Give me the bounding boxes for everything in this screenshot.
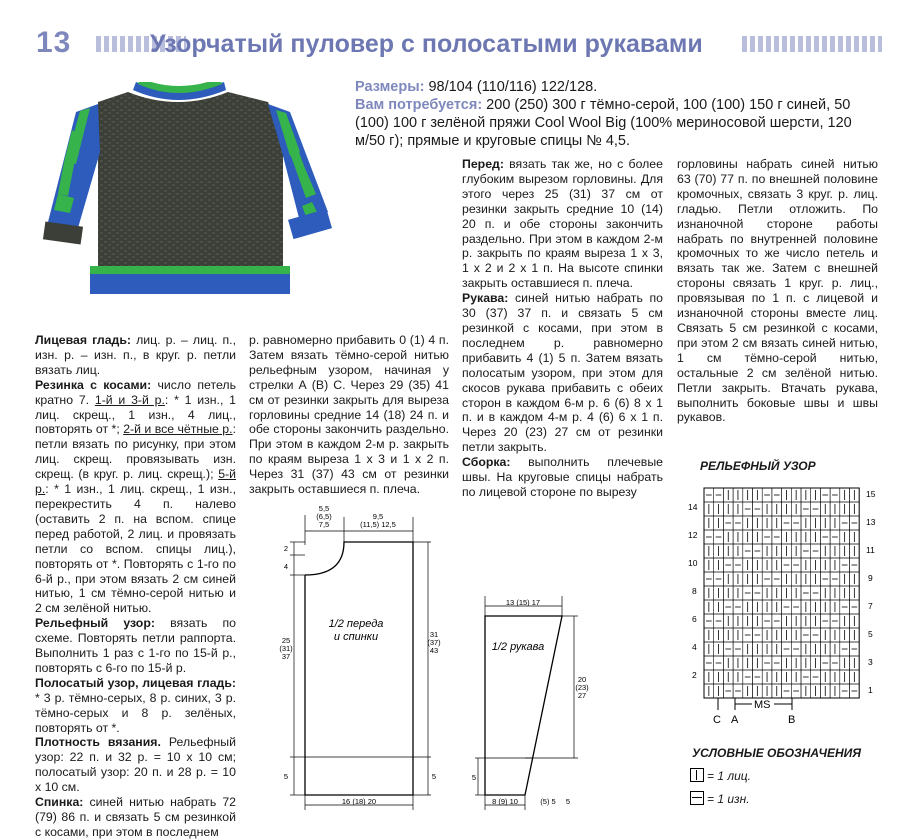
sleeve-right-h-3: 27 [577,691,587,700]
column-1 [35,333,236,840]
materials-label: Вам потребуется: [355,97,483,113]
row-label-2: 2 [692,670,697,680]
sleeve-right-h-2: (23) [575,683,589,692]
assembly-label: Сборка: [462,455,511,470]
back-text: синей нитью набрать 72 (79) 86 п. и связать 5 см резинкой с косами, при этом в последнем [35,795,236,839]
body-schematic [276,505,446,817]
body-left-h-1: 25 [281,636,291,645]
even-rows-label: 2-й и все чётные р. [123,422,233,437]
row-label-4: 4 [692,642,697,652]
gauge-text: Рельефный узор: 22 п. и 32 р. = 10 х 10 см; полосатый узор: 20 п. и 28 р. = 10 х 10 см. [35,735,236,795]
row-label-5: 5 [868,629,873,639]
row-label-14: 14 [688,502,698,512]
row-label-8: 8 [692,586,697,596]
body-rib-right: 5 [431,772,437,781]
body-neck-2: 2 [283,544,289,553]
row-label-9: 9 [868,573,873,583]
relief-pattern-text: вязать по схеме. Повторять петли раппорта. Выполнить 1 раз с 1-го по 15-й р., повторять с 6-го по 15-й р. [35,616,236,675]
chart-title: РЕЛЬЕФНЫЙ УЗОР [700,459,816,473]
row-label-13: 13 [866,517,876,527]
assembly-text-continued: горловины набрать синей нитью 63 (70) 77 п. по внешней половине кромочных, связать 3 круг. р. лиц. гладью. Петли отложить. По изнаночной стороне работы набрать по внутренней половине кромочных то же число петель и вязать так же. Затем с внешней стороны связать 1 круг. р. лиц., провязывая по 1 п. с лицевой и изнаночной стороны вместе лиц. Связать 5 см резинкой с косами, при этом 2 см вязать синей нитью, 1 см тёмно-серой нитью, остальные 2 см зелёной нитью. Петли закрыть. Втачать рукава, выполнить боковые швы и швы рукавов. [677,157,878,425]
body-left-h-2: (31) [279,644,293,653]
column-3 [462,157,663,500]
cable-rib-text-d: : * 1 изн., 1 лиц. скрещ., 1 изн., перекрестить 4 п. налево (оставить 2 п. на вспом. спице перед работой, 2 лиц. и провязать петли со вспом. спицы лиц.), повторять от *. Повторять с 1-го по 6-й р., при этом вязать 2 см синей нитью, 1 см тёмно-серой нитью и 2 см зелёной нитью. [35,482,236,616]
stockinette-text: лиц. р. – лиц. п., изн. р. – изн. п., в круг. р. петли вязать лиц. [35,333,236,377]
back-label: Спинка: [35,795,84,810]
sleeve-bottom-width: 8 (9) 10 [492,797,518,806]
sleeve-bottom-small: (5) 5 [540,797,556,806]
materials-text: 200 (250) 300 г тёмно-серой, 100 (100) 150 г синей, 50 (100) 100 г зелёной пряжи Cool Wool Big (100% мериносовой шерсти, 120 м/50 г); прямые и круговые спицы № 4,5. [355,97,852,149]
body-top-left-2: (6,5) [316,512,332,521]
body-neck-4: 4 [283,562,289,571]
sleeve-label: 1/2 рукава [491,641,545,653]
body-top-right-1: 9,5 [372,512,384,521]
intro-block [355,78,875,150]
assembly-text: выполнить плечевые швы. На круговые спицы набрать по лицевой стороне по вырезу [462,455,663,499]
stockinette-label: Лицевая гладь: [35,333,132,347]
row-label-10: 10 [688,558,698,568]
body-right-h-1: 31 [429,630,439,639]
page-number: 13 [36,26,72,59]
marker-c: C [713,714,721,726]
striped-pattern-label: Полосатый узор, лицевая гладь: [35,675,236,690]
legend-knit [690,768,751,783]
column-2 [249,333,449,497]
gauge-label: Плотность вязания. [35,735,161,750]
sweater-photo [28,82,346,308]
relief-pattern-label: Рельефный узор: [35,616,155,631]
marker-ms: MS [754,699,771,711]
purl-symbol-icon [690,791,704,805]
row-label-3: 3 [868,657,873,667]
decor-bars-right [742,36,882,52]
sizes-text: 98/104 (110/116) 122/128. [424,79,598,95]
body-top-left-1: 5,5 [318,505,330,513]
cable-rib-label: Резинка с косами: [35,377,152,392]
front-label: Перед: [462,157,504,171]
sleeves-text: синей нитью набрать по 30 (37) 37 п. и связать 5 см резинкой с косами, при этом в последнем р. равномерно прибавить 4 (1) 5 п. Затем вязать полосатым узором, при этом для скосов рукава прибавить с обеих сторон в каждом 6-м р. 6 (6) 8 х 1 п. и в каждом 4-м р. 4 (6) 6 х 1 п. Через 20 (23) 27 см от резинки петли закрыть. [462,291,663,455]
sleeve-rib-left: 5 [471,773,477,782]
knit-symbol-icon [690,768,704,782]
body-bottom-width: 16 (18) 20 [341,797,377,806]
legend-knit-text: = 1 лиц. [707,769,751,783]
body-top-left-3: 7,5 [318,520,330,529]
column-4 [677,157,878,425]
legend-title: УСЛОВНЫЕ ОБОЗНАЧЕНИЯ [692,746,862,760]
sleeve-top-width: 13 (15) 17 [505,598,541,607]
cable-rib-text-a: число петель кратно 7. [35,377,236,407]
cable-rib-text-c: : петли вязать по рисунку, при этом лиц. скрещ. провязывать изн. скрещ. (в круг. р. лиц. скрещ.); [35,422,236,482]
cable-rib-text-b: : * 1 изн., 1 лиц. скрещ., 1 изн., 4 лиц., повторять от *; [35,392,236,437]
sleeve-bottom-small-a: 5 [565,797,571,806]
sleeve-schematic [470,590,590,815]
striped-pattern-text: * 3 р. тёмно-серых, 8 р. синих, 3 р. тёмно-серых и 8 р. зелёных, повторять от *. [35,690,236,735]
body-left-h-3: 37 [281,652,291,661]
body-right-h-2: (37) [427,638,441,647]
chart-grid [704,488,859,698]
row-5-label: 5-й р. [35,467,236,497]
body-label-2: и спинки [333,631,379,643]
row-label-15: 15 [866,489,876,499]
marker-b: B [788,714,796,726]
row-label-11: 11 [866,545,875,555]
body-rib-left: 5 [283,772,289,781]
page-title: Узорчатый пуловер с полосатыми рукавами [150,30,703,58]
row-1-3-label: 1-й и 3-й р. [94,392,165,407]
sleeves-label: Рукава: [462,291,509,306]
body-right-h-3: 43 [429,646,439,655]
body-top-right-2: (11,5) 12,5 [360,520,396,529]
row-label-12: 12 [688,530,698,540]
body-label-1: 1/2 переда [328,618,384,630]
row-label-7: 7 [868,601,873,611]
relief-pattern-chart [680,480,890,730]
marker-a: A [731,714,739,726]
legend-purl [690,791,750,806]
front-text: вязать так же, но с более глубоким вырезом горловины. Для этого через 25 (31) 37 см от резинки закрыть средние 10 (14) 20 п. и обе стороны закончить раздельно. При этом в каждом 2-м р. закрыть по краям выреза 1 х 3, 1 х 2 и 2 х 1 п. На высоте спинки закрыть оставшиеся п. плеча. [462,157,663,291]
sizes-label: Размеры: [355,79,425,95]
legend-purl-text: = 1 изн. [707,792,750,806]
row-label-6: 6 [692,614,697,624]
row-label-1: 1 [868,685,873,695]
sleeve-right-h-1: 20 [577,675,587,684]
back-text-continued: р. равномерно прибавить 0 (1) 4 п. Затем вязать тёмно-серой нитью рельефным узором, начиная у стрелки А (В) С. Через 29 (35) 41 см от резинки закрыть для выреза горловины средние 14 (18) 24 п. и обе стороны закончить раздельно. При этом в каждом 2-м р. закрыть по краям выреза 1 х 3 и 1 х 2 п. Через 31 (37) 43 см от резинки закрыть оставшиеся п. плеча. [249,333,449,497]
